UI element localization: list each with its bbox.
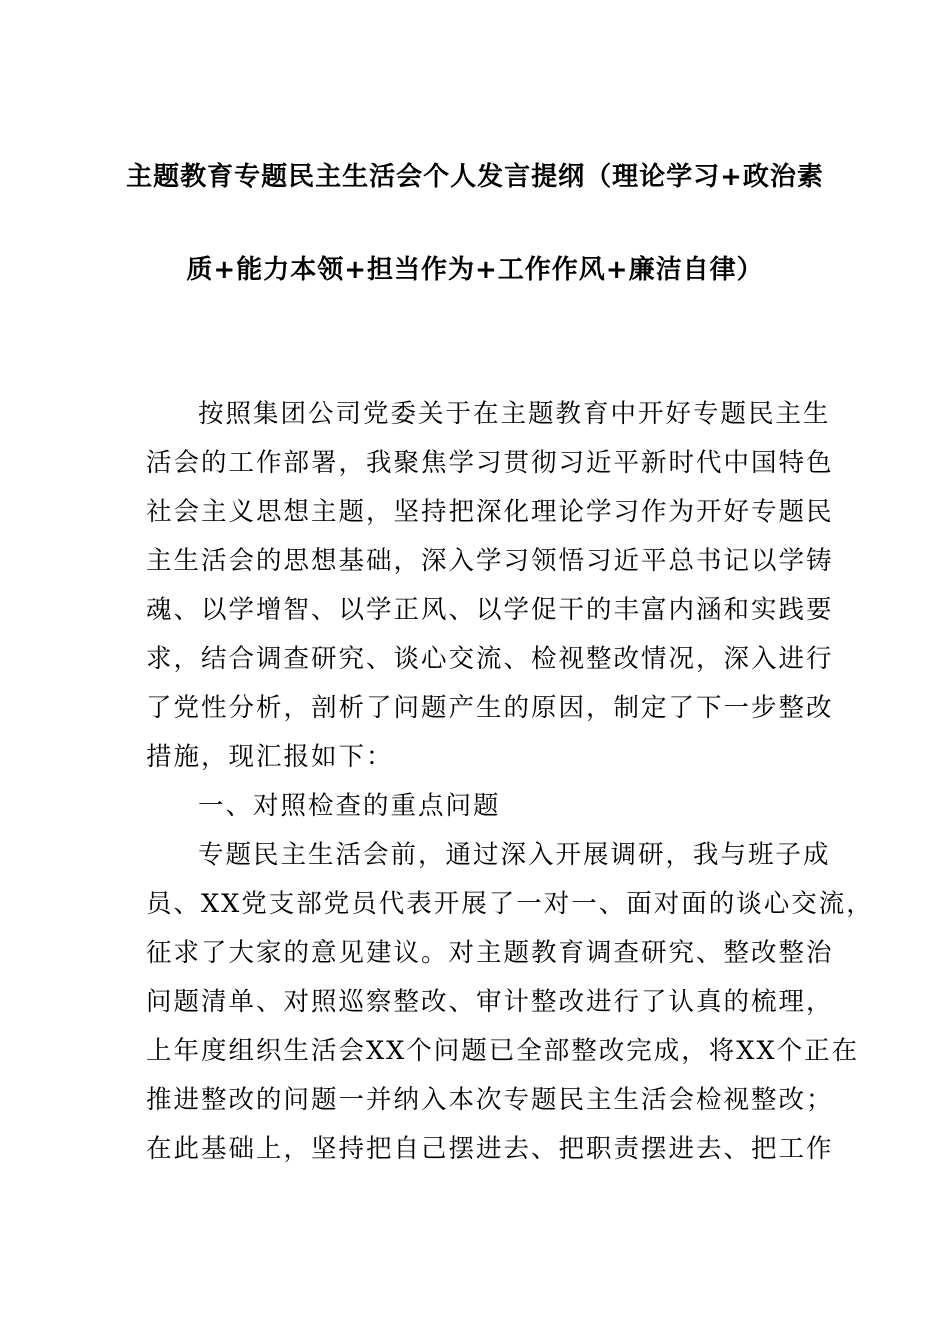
text-line: 魂、以学增智、以学正风、以学促干的丰富内涵和实践要 [146, 595, 834, 625]
text-line: 征求了大家的意见建议。对主题教育调查研究、整改整治 [146, 938, 834, 968]
section-heading [146, 782, 816, 831]
text-line: 求，结合调查研究、谈心交流、检视整改情况，深入进行 [146, 644, 834, 674]
text-line: 措施，现汇报如下： [146, 742, 394, 772]
text-line: 按照集团公司党委关于在主题教育中开好专题民主生 [198, 399, 831, 429]
text-line: 主生活会的思想基础，深入学习领悟习近平总书记以学铸 [146, 546, 834, 576]
text-line: 上年度组织生活会XX个问题已全部整改完成，将XX个正在 [146, 1036, 860, 1066]
document-title-line-1: 主题教育专题民主生活会个人发言提纲（理论学习+政治素 [126, 162, 824, 192]
section-paragraph [146, 831, 874, 1174]
text-line: 推进整改的问题一并纳入本次专题民主生活会检视整改； [146, 1085, 834, 1115]
intro-paragraph [146, 390, 834, 782]
document-title-line-2: 质+能力本领+担当作为+工作作风+廉洁自律） [186, 255, 764, 285]
section-heading-text: 一、对照检查的重点问题 [198, 791, 501, 821]
text-line: 员、XX党支部党员代表开展了一对一、面对面的谈心交流， [146, 889, 874, 919]
text-line: 活会的工作部署，我聚焦学习贯彻习近平新时代中国特色 [146, 448, 834, 478]
text-line: 了党性分析，剖析了问题产生的原因，制定了下一步整改 [146, 693, 834, 723]
text-line: 问题清单、对照巡察整改、审计整改进行了认真的梳理， [146, 987, 834, 1017]
text-line: 社会主义思想主题，坚持把深化理论学习作为开好专题民 [146, 497, 834, 527]
text-line: 在此基础上，坚持把自己摆进去、把职责摆进去、把工作 [146, 1134, 834, 1164]
text-line: 专题民主生活会前，通过深入开展调研，我与班子成 [198, 840, 831, 870]
